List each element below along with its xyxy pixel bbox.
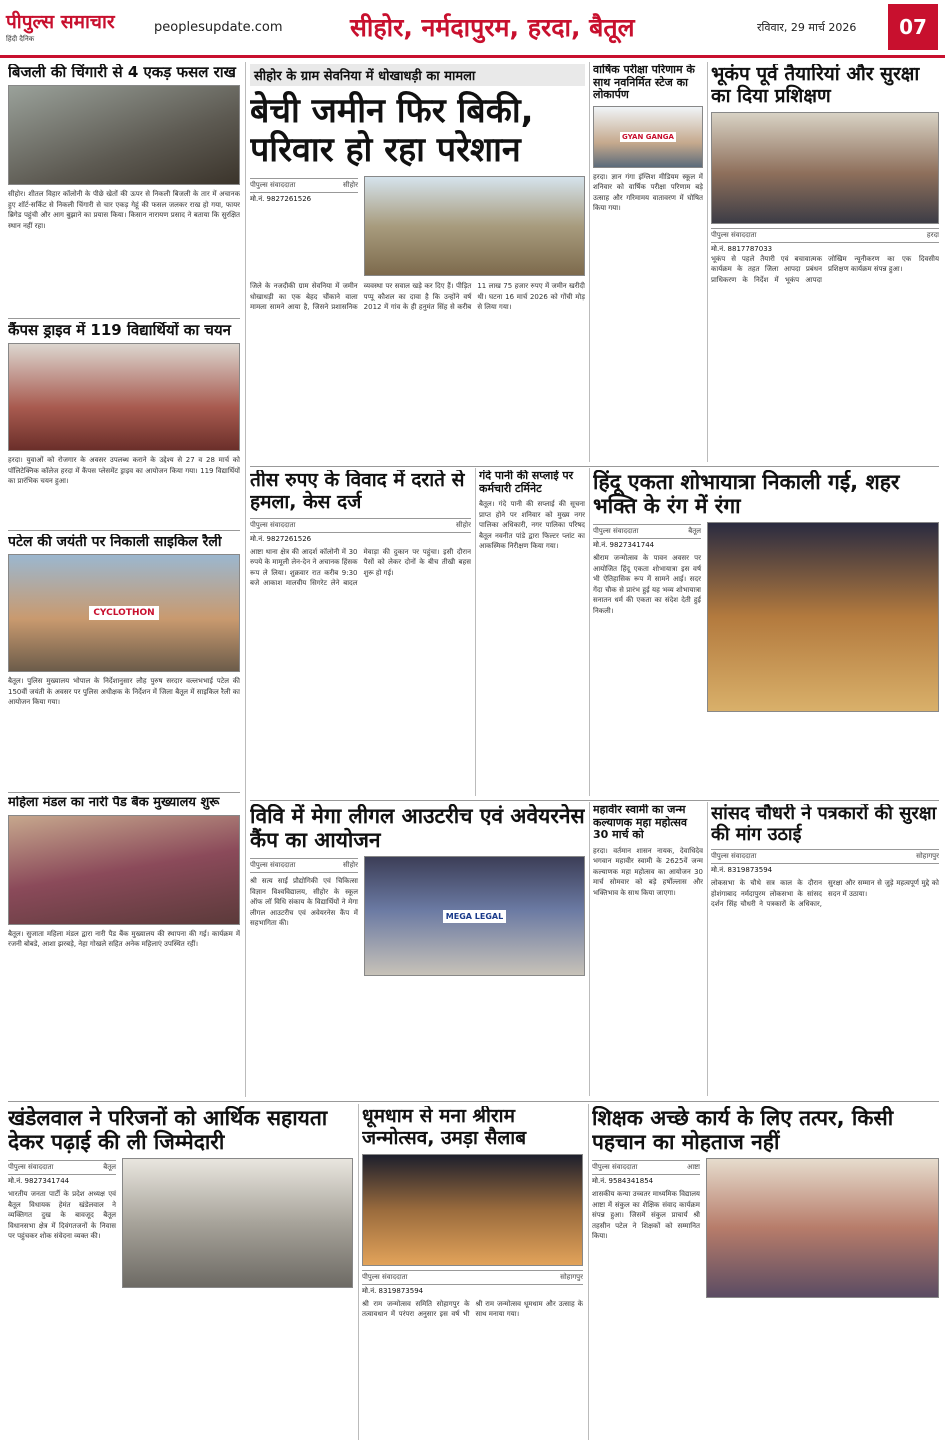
byline: पीपुल्स संवाददाता <box>592 1163 638 1172</box>
story-text: भूकंप से पहले तैयारी एवं बचावात्मक कार्यक्रम के तहत जिला आपदा प्रबंधन प्राधिकरण के निर्देश में भूकंप आपदा जोखिम न्यूनीकरण का एक दिवसीय प्रशिक्षण कार्यक्रम संपन्न हुआ। <box>711 254 939 284</box>
headline: सांसद चौधरी ने पत्रकारों की सुरक्षा की मांग उठाई <box>711 804 937 845</box>
auditorium-photo <box>8 343 240 451</box>
page-number: 07 <box>888 4 938 50</box>
story-annual-result <box>593 64 703 462</box>
story-text: शासकीय कन्या उच्चतर माध्यमिक विद्यालय आष्टा में संकुल का शैक्षिक संवाद कार्यक्रम संपन्न हुआ। जिसमें संकुल प्राचार्य श्री तहसीन पटेल ने शिक्षकों को सम्मानित किया। <box>592 1190 700 1241</box>
newspaper-logo: पीपुल्स समाचार हिंदी दैनिक <box>6 11 115 43</box>
byline: पीपुल्स संवाददाता <box>711 852 757 861</box>
byline: पीपुल्स संवाददाता <box>250 181 296 190</box>
byline: पीपुल्स संवाददाता <box>711 230 757 239</box>
byline-place: सीहोर <box>343 181 358 190</box>
story-text: बैतूल। गंदे पानी की सप्लाई की सूचना प्राप्त होने पर शनिवार को मुख्य नगर पालिका अधिकारी, नगर पालिका परिषद बैतूल नवनीत पांडे द्वारा फिल्टर प्लांट का आकस्मिक निरीक्षण किया गया। <box>479 500 585 551</box>
land-photo <box>364 176 585 276</box>
story-text: भारतीय जनता पार्टी के प्रदेश अध्यक्ष एवं बैतूल विधायक हेमंत खंडेलवाल ने व्यक्तिगत दुख के बावजूद बैतूल विधानसभा क्षेत्र में दिवंगतजनों के निवास पर पहुंचकर शोक संवेदना व्यक्त की। <box>8 1190 116 1241</box>
women-meeting-photo <box>8 815 240 925</box>
headline: तीस रुपए के विवाद में दराते से हमला, केस दर्ज <box>250 470 465 513</box>
story-procession <box>593 470 939 796</box>
byline-place: सीहोर <box>343 861 358 870</box>
story-ram-janmotsav <box>362 1106 583 1441</box>
teachers-group-photo <box>706 1158 939 1298</box>
issue-date: रविवार, 29 मार्च 2026 <box>757 21 857 34</box>
headline: भूकंप पूर्व तैयारियां और सुरक्षा का दिया प्रशिक्षण <box>711 64 920 107</box>
byline-place: हरदा <box>926 230 939 239</box>
reporter-mobile: मो.नं. 9827341744 <box>8 1177 70 1186</box>
story-text: हरदा। वर्तमान शासन नायक, देवाधिदेव भगवान महावीर स्वामी के 2625वें जन्म कल्याणक महा महोत्सव का आयोजन 30 मार्च सोमवार को बड़े हर्षोल्लास और भक्तिभाव के साथ किया जाएगा। <box>593 846 703 897</box>
headline: शिक्षक अच्छे कार्य के लिए तत्पर, किसी पहचान का मोहताज नहीं <box>592 1106 894 1155</box>
crowd-photo <box>362 1154 583 1266</box>
story-text: हरदा। युवाओं को रोजगार के अवसर उपलब्ध कराने के उद्देश्य से 27 व 28 मार्च को पॉलिटेक्निक कॉलेज हरदा में कैंपस प्लेसमेंट ड्राइव का आयोजन किया गया। 119 विद्यार्थियों का प्रारंभिक चयन हुआ। <box>8 456 240 486</box>
reporter-mobile: मो.नं. 8817787033 <box>711 244 773 253</box>
headline: कैंपस ड्राइव में 119 विद्यार्थियों का चयन <box>8 322 231 339</box>
story-earthquake <box>711 64 939 462</box>
story-text: हरदा। ज्ञान गंगा इंग्लिश मीडियम स्कूल में शनिवार को वार्षिक परीक्षा परिणाम बड़े उत्साह और गरिमामय वातावरण में घोषित किया गया। <box>593 172 703 213</box>
lead-kicker: सीहोर के ग्राम सेवनिया में धोखाधड़ी का मामला <box>250 64 585 86</box>
story-legal-camp <box>250 804 585 1096</box>
masthead <box>0 0 945 58</box>
headline: महावीर स्वामी का जन्म कल्याणक महा महोत्सव 30 मार्च को <box>593 804 687 842</box>
reporter-mobile: मो.नं. 9827341744 <box>593 541 655 550</box>
story-dirty-water <box>479 470 585 796</box>
website-url[interactable]: peoplesupdate.com <box>154 20 283 35</box>
story-text: सीहोर। शीतल विहार कॉलोनी के पीछे खेतों की ऊपर से निकली बिजली के तार में अचानक हुए शॉर्ट-सर्किट से निकली चिंगारी से चार एकड़ गेहूं की फसल जलकर राख हो गया, फायर ब्रिगेड पहुंची और आग बुझाने का प्रयास किया। किसान नारायण प्रसाद ने बताया कि सुरक्षित स्थान नहीं रहा। <box>8 190 240 230</box>
headline: वार्षिक परीक्षा परिणाम के साथ नवनिर्मित स्टेज का लोकार्पण <box>593 64 695 102</box>
procession-photo <box>707 522 939 712</box>
reporter-mobile: मो.नं. 9827261526 <box>250 195 312 204</box>
reporter-mobile: मो.नं. 9827261526 <box>250 534 312 543</box>
reporter-mobile: मो.नं. 8319873594 <box>362 1286 424 1295</box>
byline: पीपुल्स संवाददाता <box>250 861 296 870</box>
byline-place: सीहोर <box>456 520 471 529</box>
byline-place: सोहागपुर <box>560 1272 583 1281</box>
headline: हिंदू एकता शोभायात्रा निकाली गई, शहर भक्ति के रंग में रंगा <box>593 470 900 519</box>
rally-photo: CYCLOTHON <box>8 554 240 672</box>
training-photo <box>711 112 939 224</box>
story-text: श्रीराम जन्मोत्सव के पावन अवसर पर आयोजित हिंदू एकता शोभायात्रा इस वर्ष भी ऐतिहासिक रूप में सामने आई। सदर गेंदा चौक से प्रारंभ हुई यह भव्य शोभायात्रा सनातन धर्म की एकता का संदेश देती हुई निकली। <box>593 554 701 615</box>
headline: बिजली की चिंगारी से 4 एकड़ फसल राख <box>8 64 236 81</box>
page-region-title: सीहोर, नर्मदापुरम, हरदा, बैतूल <box>350 13 635 42</box>
story-teachers <box>592 1106 939 1441</box>
story-khandelwal <box>8 1106 353 1441</box>
story-attack <box>250 470 471 796</box>
story-journalist-safety <box>711 804 939 1096</box>
byline: पीपुल्स संवाददाता <box>362 1272 408 1281</box>
story-text: श्री राम जन्मोत्सव समिति सोहागपुर के तत्वावधान में परंपरा अनुसार इस वर्ष भी श्री राम जन्मोत्सव धूमधाम और उत्साह के साथ मनाया गया। <box>362 1299 583 1319</box>
story-campus-drive <box>8 322 240 527</box>
reporter-mobile: मो.नं. 9584341854 <box>592 1177 654 1186</box>
lead-story-land <box>250 64 585 462</box>
story-text: लोकसभा के चौथे सत्र काल के दौरान होशंगाबाद नर्मदापुरम लोकसभा के सांसद दर्शन सिंह चौधरी ने पत्रकारों के अधिकार, सुरक्षा और सम्मान से जुड़े महत्वपूर्ण मुद्दे को सदन में उठाया। <box>711 879 939 909</box>
meeting-photo <box>122 1158 353 1288</box>
story-pad-bank <box>8 796 240 1096</box>
lead-headline: बेची जमीन फिर बिकी, परिवार हो रहा परेशान <box>250 91 534 171</box>
headline: खंडेलवाल ने परिजनों को आर्थिक सहायता देकर पढ़ाई की ली जिम्मेदारी <box>8 1106 328 1155</box>
story-text: जिले के नजदीकी ग्राम सेवनिया में जमीन धोखाधड़ी का एक बेहद चौंकाने वाला मामला सामने आया है, जिसने प्रशासनिक व्यवस्था पर सवाल खड़े कर दिए हैं। पीड़ित पप्पू कौशल का दावा है कि उन्होंने वर्ष 2012 में गांव के ही हनुमंत सिंह से करीब 11 लाख 75 हजार रुपए में जमीन खरीदी थी। घटना 16 मार्च 2026 को गोंची मोड़ से लिया गया। <box>250 282 585 312</box>
byline: पीपुल्स संवाददाता <box>250 520 296 529</box>
story-mahavir <box>593 804 703 1096</box>
headline: पटेल की जयंती पर निकाली साइकिल रैली <box>8 534 222 550</box>
school-stage-photo: GYAN GANGA <box>593 106 703 168</box>
story-fire <box>8 64 240 314</box>
story-text: आष्टा थाना क्षेत्र की आदर्श कॉलोनी में 30 रुपये के मामूली लेन-देन ने अचानक हिंसक रूप ले लिया। शुक्रवार रात करीब 9:30 बजे आकाश मालवीय सिगरेट लेने बादल मेवाड़ा की दुकान पर पहुंचा। इसी दौरान पैसों को लेकर दोनों के बीच तीखी बहस शुरू हो गई। <box>250 547 471 588</box>
reporter-mobile: मो.नं. 8319873594 <box>711 866 773 875</box>
story-text: बैतूल। पुलिस मुख्यालय भोपाल के निर्देशानुसार लौह पुरुष सरदार वल्लभभाई पटेल की 150वीं जयंती के अवसर पर पुलिस अधीक्षक के निर्देशन में जिला बैतूल में साइकिल रैली का आयोजन किया गया। <box>8 677 240 707</box>
byline: पीपुल्स संवाददाता <box>593 527 639 536</box>
story-text: बैतूल। सुजाता महिला मंडल द्वारा नारी पैड बैंक मुख्यालय की स्थापना की गई। कार्यक्रम में रजनी बोबडे, आशा झरबड़े, नेहा गोखले सहित अनेक महिलाएं उपस्थित रहीं। <box>8 929 240 949</box>
byline-place: सोहागपुर <box>916 852 939 861</box>
fire-photo <box>8 85 240 185</box>
headline: धूमधाम से मना श्रीराम जन्मोत्सव, उमड़ा सैलाब <box>362 1106 527 1149</box>
byline-place: बैतूल <box>688 527 701 536</box>
story-text: श्री सत्य साईं प्रौद्योगिकी एवं चिकित्सा विज्ञान विश्वविद्यालय, सीहोर के स्कूल ऑफ लॉ विधि संकाय के विद्यार्थियों ने मेगा लीगल आउटरीच एवं अवेयरनेस कैंप में सहभागिता की। <box>250 877 358 928</box>
legal-camp-photo: MEGA LEGAL <box>364 856 585 976</box>
story-cycle-rally <box>8 534 240 786</box>
byline: पीपुल्स संवाददाता <box>8 1163 54 1172</box>
headline: गंदे पानी की सप्लाई पर कर्मचारी टर्मिनेट <box>479 470 574 495</box>
headline: महिला मंडल का नारी पैड बैंक मुख्यालय शुरू <box>8 796 220 810</box>
byline-place: आष्टा <box>686 1163 700 1172</box>
byline-place: बैतूल <box>103 1163 116 1172</box>
headline: विवि में मेगा लीगल आउटरीच एवं अवेयरनेस कैंप का आयोजन <box>250 804 585 853</box>
